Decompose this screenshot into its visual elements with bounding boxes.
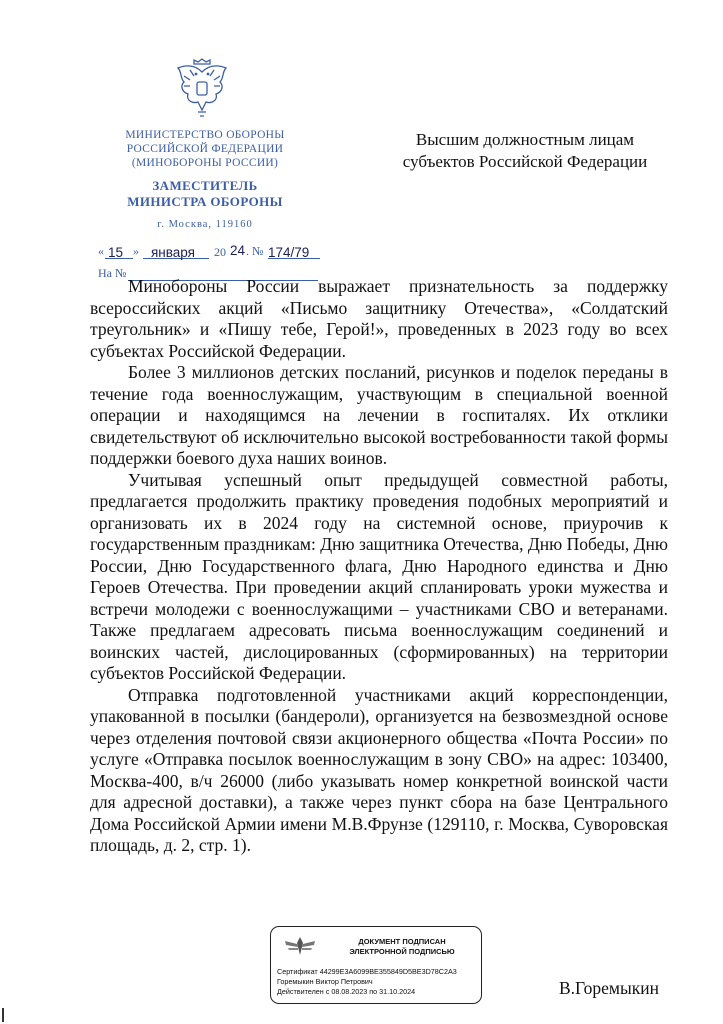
body-paragraph: Минобороны России выражает признательность за поддержку всероссийских акций «Письмо защитнику Отечества», «Солдатский треугольник» и «Пишу тебе, Герой!», проведенных в 2023 году во всех субъектах Российской Федерации.	[90, 276, 668, 361]
body-paragraph: Отправка подготовленной участниками акций корреспонденции, упакованной в посылки (бандероли), организуется на безвозмездной основе через отделения почтовой связи акционерного общества «Почта России» по услуге «Отправка посылок военнослужащим в зону СВО» на адрес: 103400, Москва-400, в/ч 26000 (либо указывать номер конкретной воинской части для адресной доставки), а также через пункт сбора на базе Центрального Дома Российской Армии имени М.В.Фрунзе (129110, г. Москва, Суворовская площадь, д. 2, стр. 1).	[90, 684, 668, 855]
scan-mark	[2, 1008, 4, 1022]
doc-number: 174/79	[268, 245, 310, 260]
letter-body	[90, 276, 668, 857]
stamp-owner: Горемыкин Виктор Петрович	[277, 977, 373, 986]
date-day-field	[105, 244, 133, 259]
signer-name: В.Горемыкин	[559, 978, 659, 998]
stamp-title-line2: ЭЛЕКТРОННОЙ ПОДПИСЬЮ	[349, 947, 455, 956]
ministry-emblem-icon	[283, 935, 317, 957]
stamp-certificate: Сертификат 44299E3A6099BE355849D5BE3D78C2A3	[277, 967, 457, 976]
electronic-signature-stamp	[270, 926, 482, 1004]
date-month: января	[151, 245, 195, 260]
coat-of-arms-icon	[170, 58, 234, 122]
ministry-name-line3: (МИНОБОРОНЫ РОССИИ)	[131, 157, 279, 169]
position-line1: ЗАМЕСТИТЕЛЬ	[152, 178, 258, 193]
stamp-title-line1: ДОКУМЕНТ ПОДПИСАН	[358, 937, 446, 946]
letterhead-city: г. Москва, 119160	[157, 219, 253, 230]
body-paragraph: Более 3 миллионов детских посланий, рисунков и поделок переданы в течение года военнослужащим, участвующим в специальной военной операции и находящимся на лечении в госпиталях. Их отклики свидетельствуют об исключительно высокой востребованности такой формы поддержки боевого духа наших воинов.	[90, 362, 668, 468]
date-quote-open: «	[98, 244, 104, 258]
date-day: 15	[108, 245, 124, 260]
date-year-suffix: 24	[230, 243, 246, 258]
stamp-validity: Действителен с 08.08.2023 по 31.10.2024	[277, 987, 416, 996]
ministry-name-line2: РОССИЙСКОЙ ФЕДЕРАЦИИ	[126, 143, 284, 155]
body-paragraph: Учитывая успешный опыт предыдущей совместной работы, предлагается продолжить практику проведения подобных мероприятий и организовать их в 2024 году на системной основе, приурочив к государственным праздникам: Дню защитника Отечества, Дню Победы, Дню России, Дню Государственного флага, Дню Народного единства и Дню Героев Отечества. При проведении акций спланировать уроки мужества и встречи молодежи с военнослужащими – участниками СВО и ветеранами. Также предлагаем адресовать письма военнослужащим соединений и воинских частей, дислоцированных (сформированных) на территории субъектов Российской Федерации.	[90, 469, 668, 683]
date-year-prefix: 20	[214, 245, 226, 259]
ministry-name-line1: МИНИСТЕРСТВО ОБОРОНЫ	[125, 129, 285, 141]
date-month-field	[143, 244, 209, 259]
na-number-label: На №	[98, 266, 127, 280]
position-line2: МИНИСТРА ОБОРОНЫ	[127, 194, 283, 209]
date-quote-close: »	[133, 244, 139, 258]
doc-number-field	[268, 244, 320, 259]
addressee-line1: Высшим должностным лицам	[415, 130, 635, 149]
number-label: . №	[246, 244, 264, 258]
addressee-line2: субъектов Российской Федерации	[402, 152, 648, 171]
